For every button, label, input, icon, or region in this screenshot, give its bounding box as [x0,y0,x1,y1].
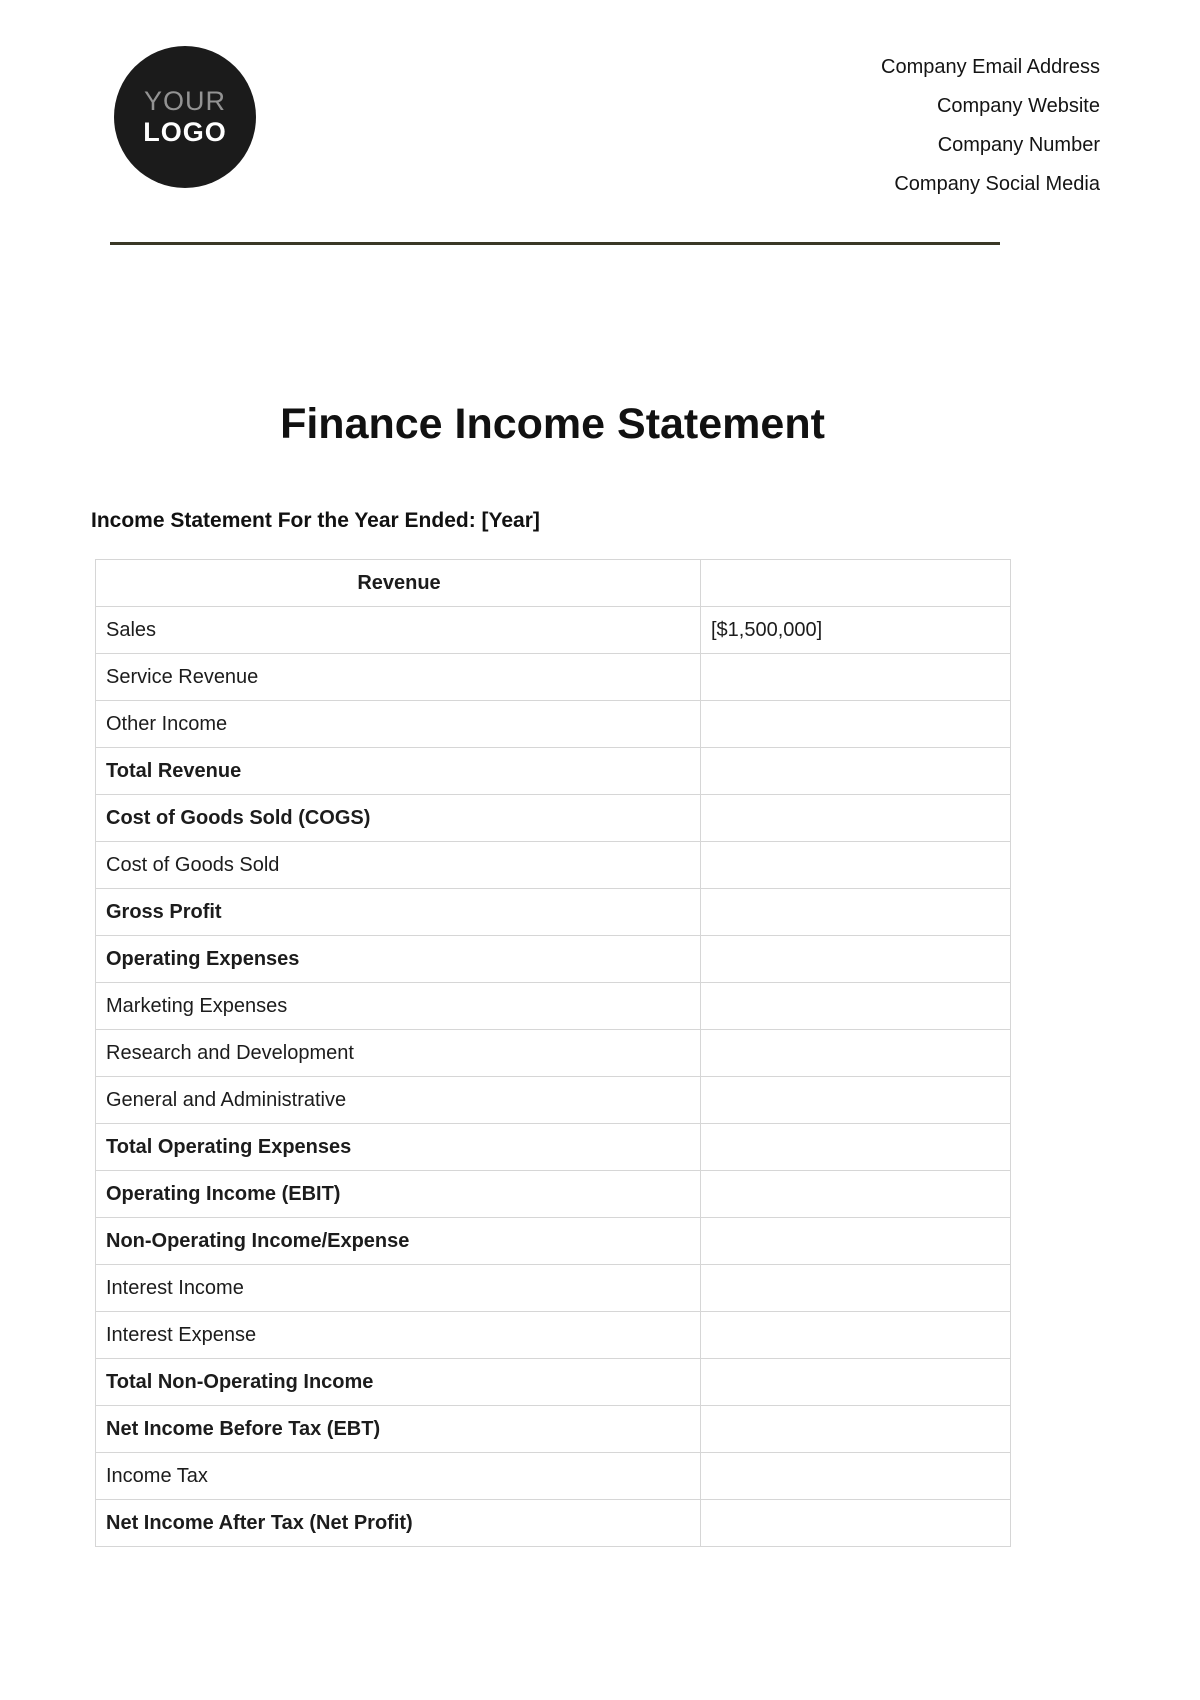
company-email-address: Company Email Address [881,56,1100,78]
section-header-value-cell [701,560,1011,607]
row-value [701,795,1011,842]
row-label: Net Income Before Tax (EBT) [96,1406,701,1453]
row-label: Service Revenue [96,654,701,701]
document-title: Finance Income Statement [280,400,825,448]
company-number: Company Number [937,134,1100,156]
table-row [96,1077,1011,1124]
row-label: Income Tax [96,1453,701,1500]
row-label: Total Revenue [96,748,701,795]
company-logo [114,46,256,188]
row-label: Total Non-Operating Income [96,1359,701,1406]
table-row [96,1500,1011,1547]
company-contact-block [881,46,1100,204]
row-value [701,1453,1011,1500]
section-header-revenue: Revenue [96,560,701,607]
row-value [701,1077,1011,1124]
table-row [96,654,1011,701]
table-row [96,1218,1011,1265]
row-value [701,1312,1011,1359]
table-row [96,1030,1011,1077]
row-label: Research and Development [96,1030,701,1077]
table-row [96,1124,1011,1171]
table-header-row [96,560,1011,607]
row-label: Total Operating Expenses [96,1124,701,1171]
row-value [701,1218,1011,1265]
row-label: Interest Expense [96,1312,701,1359]
table-row [96,1406,1011,1453]
logo-text-logo: LOGO [143,117,227,147]
row-label: Cost of Goods Sold [96,842,701,889]
row-value [701,1500,1011,1547]
row-label: Net Income After Tax (Net Profit) [96,1500,701,1547]
table-row [96,607,1011,654]
row-value [701,983,1011,1030]
table-row [96,1312,1011,1359]
row-value [701,1406,1011,1453]
row-label: Cost of Goods Sold (COGS) [96,795,701,842]
row-value [701,936,1011,983]
row-label: Marketing Expenses [96,983,701,1030]
company-website: Company Website [936,95,1100,117]
row-label: Non-Operating Income/Expense [96,1218,701,1265]
row-value [701,1359,1011,1406]
row-value: [$1,500,000] [701,607,1011,654]
row-value [701,701,1011,748]
table-row [96,889,1011,936]
row-label: Operating Expenses [96,936,701,983]
company-social-media: Company Social Media [894,173,1100,195]
income-statement-table [95,559,1011,1547]
document-header [0,0,1200,204]
table-row [96,701,1011,748]
row-value [701,1265,1011,1312]
row-value [701,654,1011,701]
table-row [96,1171,1011,1218]
statement-period-heading: Income Statement For the Year Ended: [Year] [91,509,540,533]
logo-text-your: YOUR [143,85,226,116]
header-divider [110,242,1000,245]
row-value [701,1030,1011,1077]
row-value [701,1124,1011,1171]
table-row [96,1359,1011,1406]
table-row [96,1265,1011,1312]
document-content [91,400,1010,1547]
table-row [96,795,1011,842]
row-label: Interest Income [96,1265,701,1312]
row-value [701,748,1011,795]
row-label: Sales [96,607,701,654]
row-label: Other Income [96,701,701,748]
row-value [701,889,1011,936]
table-row [96,936,1011,983]
table-row [96,842,1011,889]
row-label: General and Administrative [96,1077,701,1124]
income-table-body [96,607,1011,1547]
table-row [96,983,1011,1030]
row-label: Operating Income (EBIT) [96,1171,701,1218]
row-value [701,1171,1011,1218]
table-row [96,748,1011,795]
row-label: Gross Profit [96,889,701,936]
table-row [96,1453,1011,1500]
row-value [701,842,1011,889]
